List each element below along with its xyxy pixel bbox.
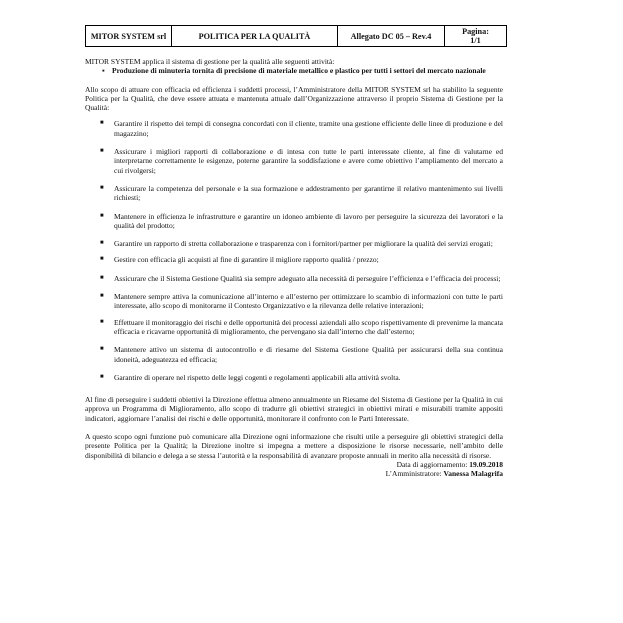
policy-item-text: Garantire di operare nel rispetto delle leggi cogenti e regolamenti applicabili alla attività svolta. <box>114 372 401 382</box>
admin-name: Vanessa Malagrifa <box>443 469 503 479</box>
policy-items-list <box>85 119 503 382</box>
policy-item <box>85 318 503 337</box>
policy-item <box>85 373 503 382</box>
policy-intro-paragraph: Allo scopo di attuare con efficacia ed efficienza i suddetti processi, l’Amministratore della MITOR SYSTEM srl ha stabilito la seguente Politica per la Qualità, che deve essere attuata e mantenuta attuale dall’Organizzazione attraverso il proprio Sistema di Gestione per la Qualità: <box>85 84 503 113</box>
document-body <box>85 57 503 479</box>
bullet-icon: ■ <box>100 240 104 247</box>
policy-item-text: Assicurare che il Sistema Gestione Qualità sia sempre adeguato alla necessità di perseguire l’efficienza e l’efficacia dei processi; <box>114 273 501 283</box>
bullet-icon: ■ <box>100 293 104 300</box>
policy-item-text: Mantenere sempre attiva la comunicazione all’interno e all’esterno per ottimizzare lo scambio di informazioni con tutte le parti interessate, allo scopo di monitorarne il Contesto Organizzativo e la rilevanza delle relative interazioni; <box>114 292 503 311</box>
policy-item <box>85 274 503 283</box>
bullet-icon: ■ <box>100 120 104 127</box>
policy-item-text: Gestire con efficacia gli acquisti al fine di garantire il migliore rapporto qualità / prezzo; <box>114 255 379 265</box>
bullet-icon: ▪ <box>102 66 105 76</box>
bullet-icon: ■ <box>100 148 104 155</box>
admin-line <box>85 469 503 478</box>
header-page-label: Pagina: <box>462 27 489 36</box>
review-paragraph: Al fine di perseguire i suddetti obiettivi la Direzione effettua almeno annualmente un Riesame del Sistema di Gestione per la Qualità in cui approva un Programma di Miglioramento, allo scopo di tradurre gli obiettivi strategici in obiettivi mirati e misurabili tramite appositi indicatori, aggiornare l’analisi dei rischi e delle opportunità, monitorare il confronto con le Parti Interessate. <box>85 395 503 423</box>
policy-item-text: Garantire un rapporto di stretta collaborazione e trasparenza con i fornitori/partner per migliorare la qualità dei servizi erogati; <box>114 239 493 249</box>
header-page-cell <box>445 26 507 47</box>
policy-item-text: Assicurare i migliori rapporti di collaborazione e di intesa con tutte le parti interessate cliente, al fine di valutarne ed interpretarne correttamente le esigenze, poterne garantire la soddisfazione e avere come obiettivo l’ampliamento del mercato a cui rivolgersi; <box>114 147 503 175</box>
bullet-icon: ■ <box>100 256 104 263</box>
policy-item-text: Effettuare il monitoraggio dei rischi e delle opportunità dei processi aziendali allo scopo rispettivamente di prevenirne la mancata efficacia e ricavarne opportunità di miglioramento, che pervengano sia dall’interno che dall’esterno; <box>114 317 503 336</box>
policy-item-text: Mantenere in efficienza le infrastrutture e garantire un idoneo ambiente di lavoro per perseguire la sicurezza dei lavoratori e la qualità del prodotto; <box>114 211 503 230</box>
bullet-icon: ■ <box>100 274 104 281</box>
policy-item <box>85 212 503 231</box>
header-allegato: Allegato DC 05 – Rev.4 <box>338 26 445 47</box>
policy-item <box>85 255 503 264</box>
activity-item <box>85 66 503 75</box>
bullet-icon: ■ <box>100 212 104 219</box>
header-page-value: 1/1 <box>470 36 481 45</box>
admin-label: L’Amministratore: <box>385 469 442 479</box>
bullet-icon: ■ <box>100 318 104 325</box>
bullet-icon: ■ <box>100 184 104 191</box>
policy-item <box>85 345 503 364</box>
activity-text: Produzione di minuteria tornita di precisione di materiale metallico e plastico per tutti i settori del mercato nazionale <box>112 66 486 76</box>
update-line <box>85 460 503 469</box>
policy-item <box>85 184 503 203</box>
policy-item <box>85 119 503 138</box>
update-date: 19.09.2018 <box>469 459 503 469</box>
document-header-table <box>85 25 507 47</box>
policy-item <box>85 239 503 248</box>
policy-item-text: Garantire il rispetto dei tempi di consegna concordati con il cliente, tramite una gestione efficiente delle linee di produzione e del magazzino; <box>114 119 503 138</box>
header-title: POLITICA PER LA QUALITÀ <box>172 26 338 47</box>
bullet-icon: ■ <box>100 346 104 353</box>
activity-list <box>85 66 503 75</box>
policy-item <box>85 292 503 311</box>
update-label: Data di aggiornamento: <box>396 459 468 469</box>
policy-item-text: Mantenere attivo un sistema di autocontrollo e di riesame del Sistema Gestione Qualità per assicurarsi della sua continua idoneità, adeguatezza ed efficacia; <box>114 345 503 364</box>
intro-text: MITOR SYSTEM applica il sistema di gestione per la qualità alle seguenti attività: <box>85 57 335 66</box>
policy-item-text: Assicurare la competenza del personale e la sua formazione e addestramento per garantirne il relativo mantenimento sui livelli richiesti; <box>114 183 503 203</box>
header-company: MITOR SYSTEM srl <box>86 26 172 47</box>
bullet-icon: ■ <box>100 373 104 380</box>
communication-paragraph: A questo scopo ogni funzione può comunicare alla Direzione ogni informazione che risulti utile a perseguire gli obiettivi strategici della presente Politica per la Qualità; la Direzione inoltre si impegna a mettere a disposizione le risorse necessarie, nell’ambito delle disponibilità di bilancio e delega a se stessa l’autorità e la responsabilità di avanzare proposte annuali in merito alla necessità di risorse. <box>85 432 503 460</box>
policy-item <box>85 147 503 175</box>
